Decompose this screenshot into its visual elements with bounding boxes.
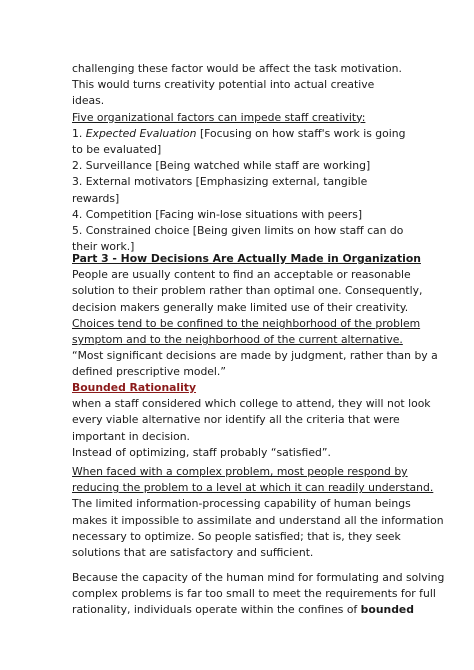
- bounded-last-bold: bounded: [360, 603, 414, 617]
- factor-item-2: 2. Surveillance [Being watched while staff are working]: [72, 159, 371, 173]
- intro-line: This would turns creativity potential into actual creative: [72, 78, 375, 92]
- bounded-capacity-paragraph: [72, 570, 445, 619]
- part3-line: People are usually content to find an acceptable or reasonable: [72, 268, 411, 282]
- part3-quote-line: defined prescriptive model.”: [72, 365, 226, 379]
- bounded-underlined-line: reducing the problem to a level at which it can readily understand.: [72, 481, 434, 495]
- bounded-line: necessary to optimize. So people satisfied; that is, they seek: [72, 529, 401, 543]
- bounded-line: Because the capacity of the human mind for formulating and solving: [72, 571, 445, 584]
- factor-item-1-number: 1.: [72, 126, 86, 140]
- intro-paragraph: [72, 61, 414, 110]
- factor-item-4: 4. Competition [Facing win-lose situations with peers]: [72, 207, 363, 221]
- part3-underlined-line: symptom and to the neighborhood of the current alternative.: [72, 333, 403, 347]
- factor-item-5: 5. Constrained choice [Being given limits on how staff can do: [72, 224, 404, 238]
- bounded-line: complex problems is far too small to meet the requirements for full: [72, 587, 436, 601]
- bounded-heading: Bounded Rationality: [72, 381, 197, 394]
- part3-quote-line: “Most significant decisions are made by judgment, rather than by a: [72, 349, 438, 363]
- bounded-line: when a staff considered which college to attend, they will not look: [72, 397, 431, 411]
- intro-line: challenging these factor would be affect the task motivation.: [72, 62, 402, 75]
- bounded-last-text: rationality, individuals operate within the confines of: [72, 603, 361, 617]
- part3-section: [72, 251, 438, 381]
- factor-item-1: [72, 126, 414, 142]
- factor-item-1-name: Expected Evaluation: [85, 126, 197, 140]
- bounded-line: solutions that are satisfactory and sufficient.: [72, 546, 314, 560]
- bounded-underlined-line: When faced with a complex problem, most people respond by: [72, 465, 408, 478]
- bounded-complex-paragraph: [72, 464, 444, 561]
- part3-underlined-line: Choices tend to be confined to the neighborhood of the problem: [72, 316, 421, 330]
- factors-list: [72, 110, 414, 256]
- bounded-line: Instead of optimizing, staff probably “satisfied”.: [72, 445, 331, 459]
- bounded-line: important in decision.: [72, 429, 190, 443]
- bounded-last-line: [72, 602, 432, 618]
- factor-item-3-continued: rewards]: [72, 191, 120, 205]
- bounded-section: [72, 380, 432, 461]
- factor-item-1-text: [Focusing on how staff's work is going: [196, 126, 406, 140]
- part3-heading: Part 3 - How Decisions Are Actually Made in Organization: [72, 252, 421, 265]
- part3-line: decision makers generally make limited use of their creativity.: [72, 300, 409, 314]
- bounded-line: The limited information-processing capability of human beings: [72, 497, 411, 511]
- factors-heading: Five organizational factors can impede staff creativity:: [72, 110, 366, 124]
- intro-line: ideas.: [72, 94, 105, 108]
- factor-item-1-continued: to be evaluated]: [72, 143, 162, 157]
- part3-line: solution to their problem rather than optimal one. Consequently,: [72, 284, 423, 298]
- factor-item-3: 3. External motivators [Emphasizing external, tangible: [72, 175, 368, 189]
- bounded-line: makes it impossible to assimilate and understand all the information: [72, 513, 444, 527]
- factor-item-5-continued: their work.]: [72, 240, 135, 254]
- bounded-line: every viable alternative nor identify all the criteria that were: [72, 413, 400, 427]
